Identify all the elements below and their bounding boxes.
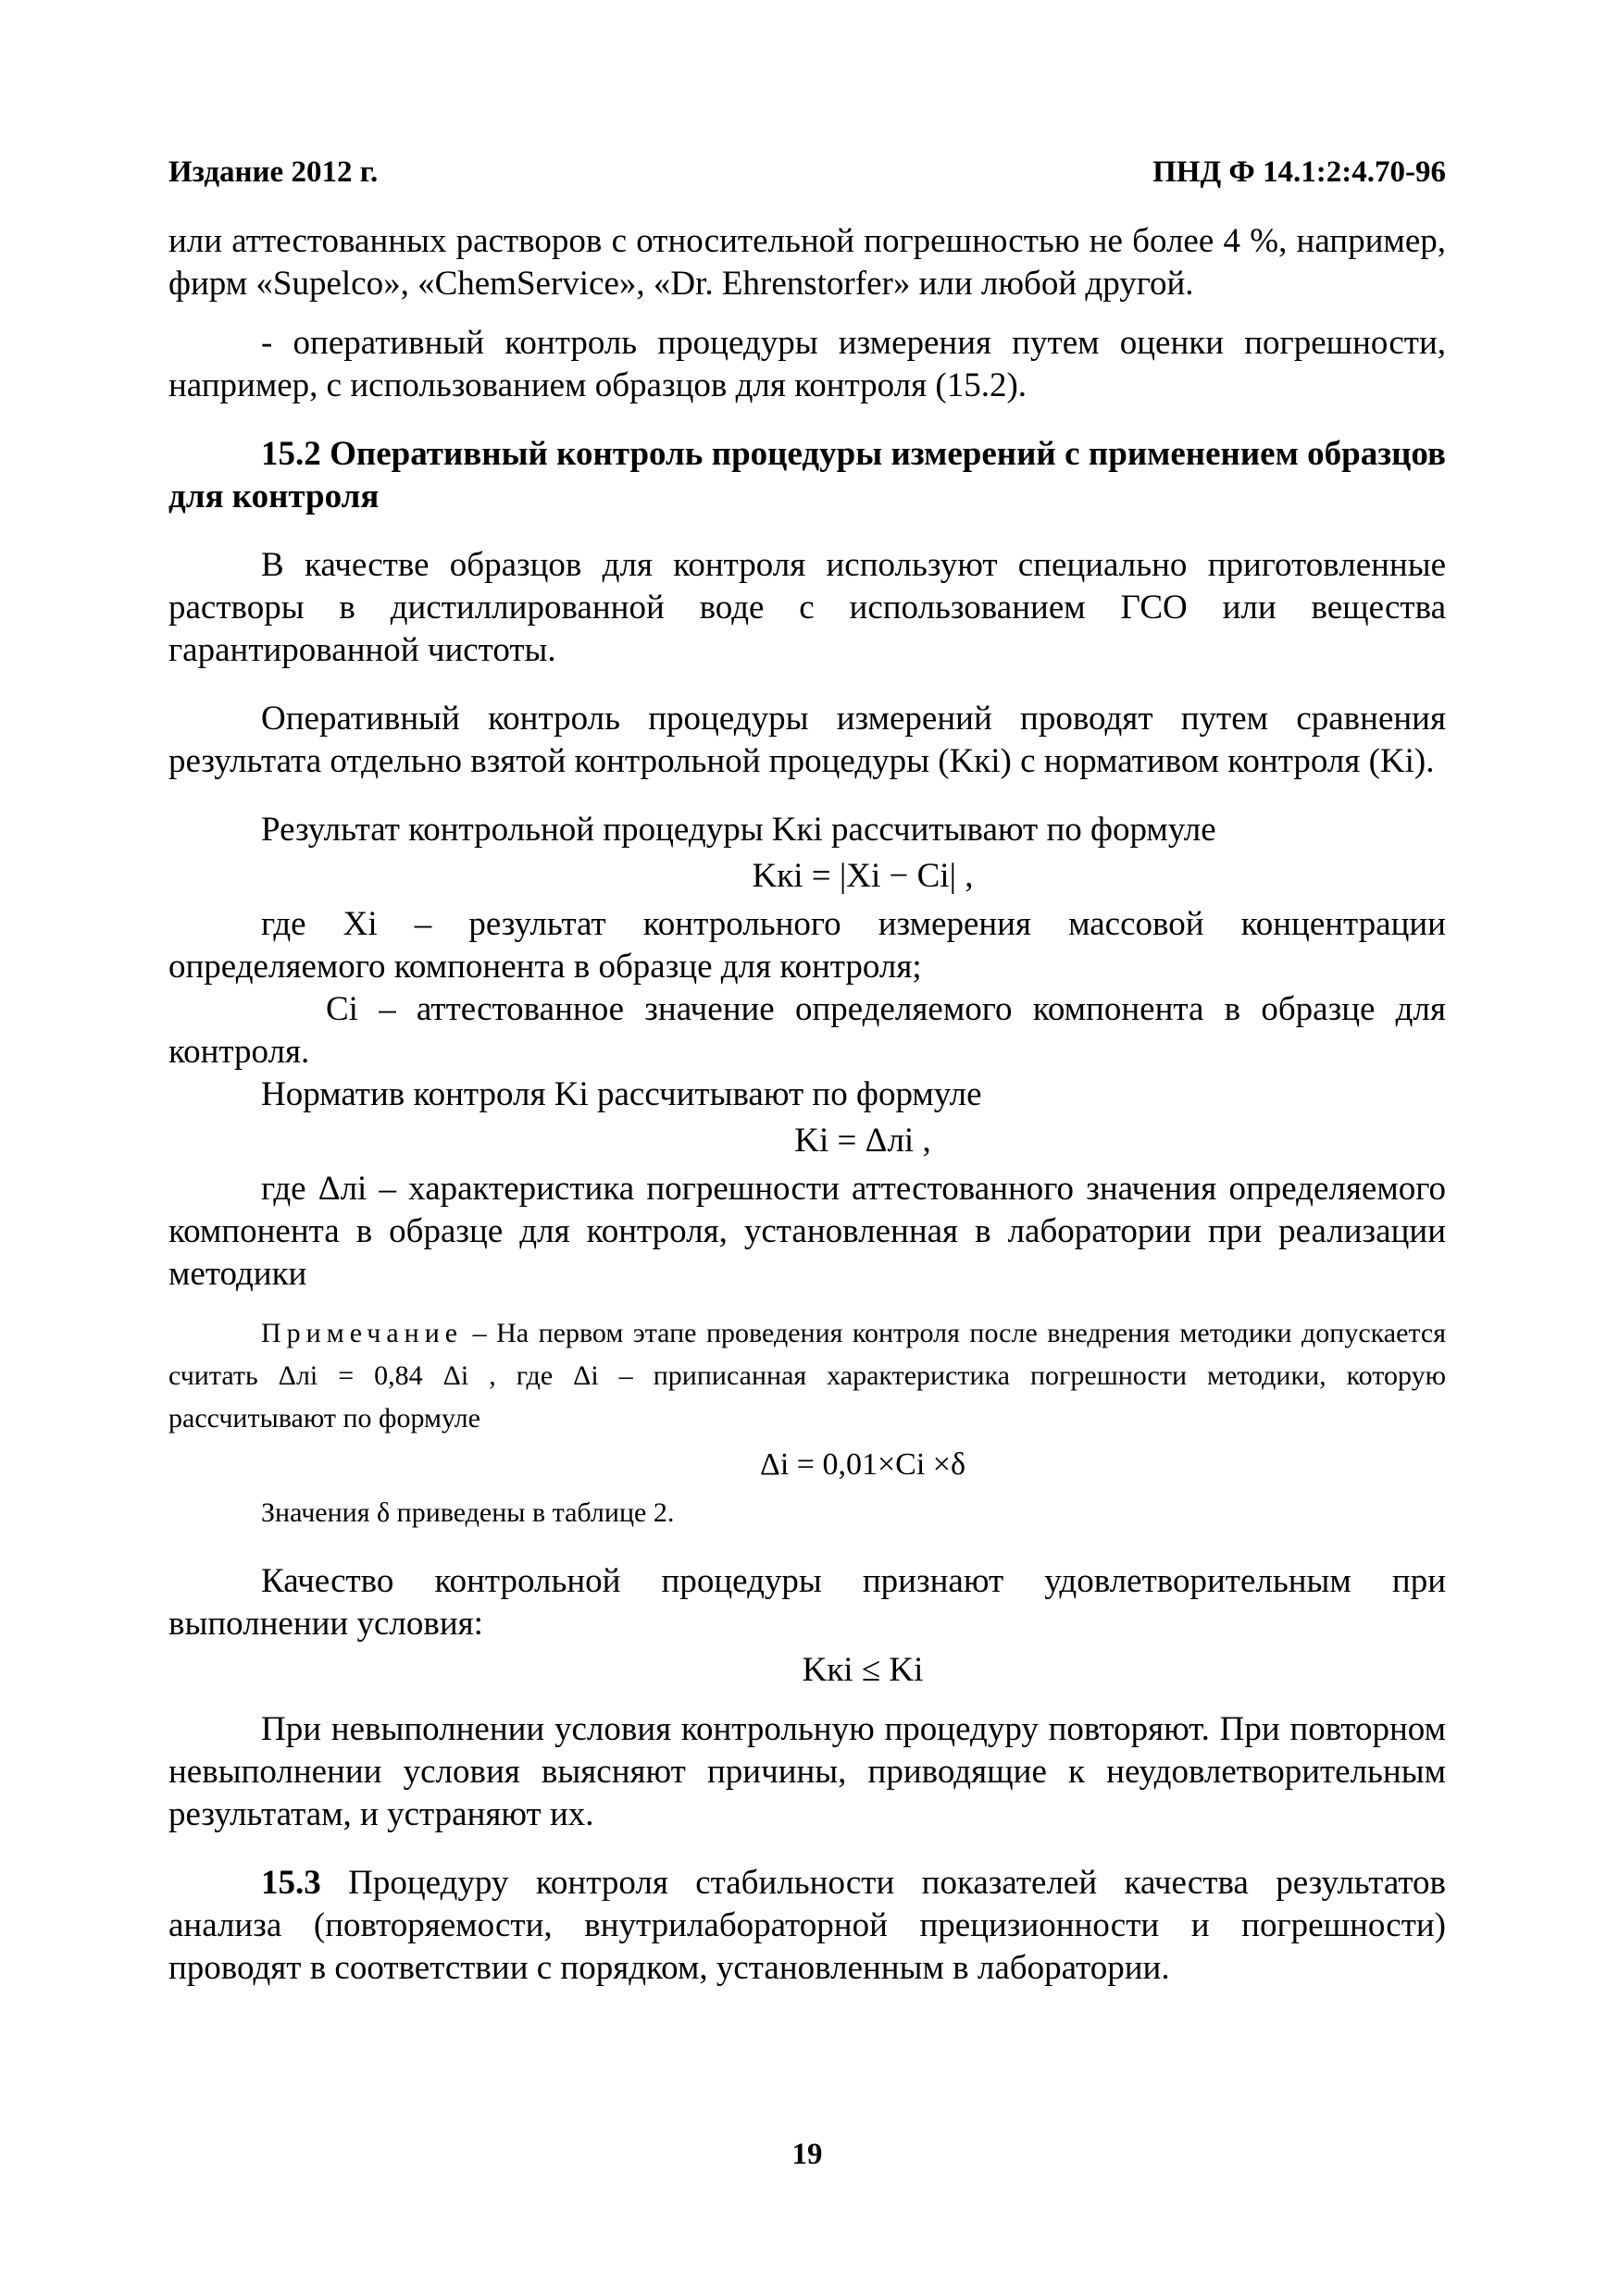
paragraph-result-formula-intro: Результат контрольной процедуры Kкi рассчитывают по формуле xyxy=(261,811,1216,849)
document-body xyxy=(168,220,1446,1990)
formula-condition: Kкi ≤ Ki xyxy=(802,1651,924,1689)
document-code: ПНД Ф 14.1:2:4.70-96 xyxy=(1152,155,1446,189)
note-values-reference: Значения δ приведены в таблице 2. xyxy=(261,1497,675,1528)
paragraph-ci-definition: Ci – аттестованное значение определяемого компонента в образце для контроля. xyxy=(168,990,1446,1071)
paragraph-operational-control-list-item: - оперативный контроль процедуры измерения путем оценки погрешности, например, с использованием образцов для контроля (15.2). xyxy=(168,324,1446,404)
document-page xyxy=(168,0,1446,2296)
paragraph-control-comparison: Оперативный контроль процедуры измерений проводят путем сравнения результата отдельно взятой контрольной процедуры (Kкi) с нормативом контроля (Ki). xyxy=(168,700,1446,780)
section-15-3-text: Процедуру контроля стабильности показателей качества результатов анализа (повторяемости, внутрилабораторной прецизионности и погрешности) проводят в соответствии с порядком, установленным в лаборатории. xyxy=(168,1864,1446,1987)
note-paragraph xyxy=(168,1312,1446,1440)
page-number: 19 xyxy=(791,2138,823,2171)
paragraph-delta-definition: где Δлi – характеристика погрешности аттестованного значения определяемого компонента в образце для контроля, установленная в лаборатории при реализации методики xyxy=(168,1170,1446,1293)
note-text: – На первом этапе проведения контроля после внедрения методики допускается считать Δлi = 0,84 Δi , где Δi – приписанная характеристика погрешности методики, которую рассчитывают по формуле xyxy=(168,1318,1446,1433)
note-label: Примечание xyxy=(261,1318,464,1348)
paragraph-xi-definition: где Xi – результат контрольного измерения массовой концентрации определяемого компонента в образце для контроля; xyxy=(168,905,1446,986)
paragraph-section-15-3 xyxy=(168,1862,1446,1990)
formula-delta-i: Δi = 0,01×Ci ×δ xyxy=(760,1447,965,1482)
formula-control-result: Kкi = |Xi − Ci| , xyxy=(752,857,974,895)
paragraph-repeat-procedure: При невыполнении условия контрольную процедуру повторяют. При повторном невыполнении условия выясняют причины, приводящие к неудовлетворительным результатам, и устраняют их. xyxy=(168,1710,1446,1833)
section-15-3-number: 15.3 xyxy=(261,1864,321,1902)
section-15-2-heading: 15.2 Оперативный контроль процедуры измерений с применением образцов для контроля xyxy=(168,435,1446,515)
paragraph-norm-formula-intro: Норматив контроля Ki рассчитывают по формуле xyxy=(261,1075,982,1113)
paragraph-reference-materials: или аттестованных растворов с относительной погрешностью не более 4 %, например, фирм «Supelco», «ChemService», «Dr. Ehrenstorfer» или любой другой. xyxy=(168,222,1446,303)
formula-control-norm: Ki = Δлi , xyxy=(794,1122,931,1160)
paragraph-control-samples: В качестве образцов для контроля используют специально приготовленные растворы в дистиллированной воде с использованием ГСО или вещества гарантированной чистоты. xyxy=(168,546,1446,669)
paragraph-quality-condition: Качество контрольной процедуры признают удовлетворительным при выполнении условия: xyxy=(168,1562,1446,1643)
edition-label: Издание 2012 г. xyxy=(168,155,379,189)
